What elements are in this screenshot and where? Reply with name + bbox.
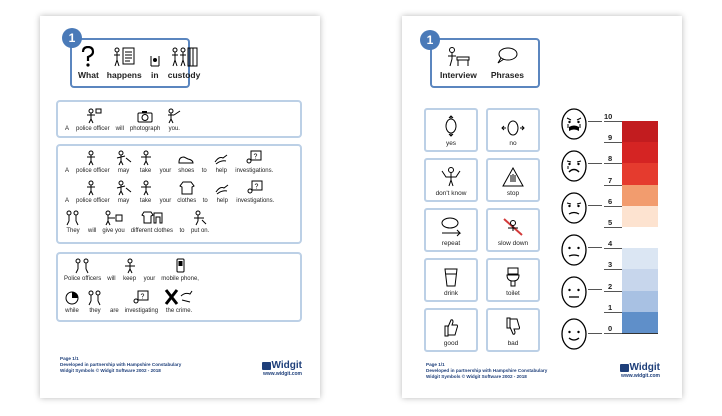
section-badge: 1 (420, 30, 440, 50)
symbol-police-officer: police officer (76, 180, 110, 204)
title-box (70, 38, 201, 88)
symbol-will: will (115, 126, 124, 132)
leader-line (588, 163, 602, 164)
thumbs-up-icon (442, 317, 460, 337)
scale-tick (604, 185, 622, 186)
interview-symbol: Interview (440, 46, 477, 80)
no-icon (500, 119, 526, 137)
scale-band (622, 269, 658, 290)
scale-number: 2 (608, 281, 613, 291)
face-mild-icon (560, 276, 588, 308)
in-symbol: in (150, 46, 160, 80)
scale-number: 4 (608, 239, 613, 249)
phrase-yes[interactable]: yes (424, 108, 478, 152)
symbol-mobile-phone: mobile phone, (161, 258, 199, 282)
symbol-photograph: photograph (130, 108, 160, 132)
scale-band (622, 312, 658, 333)
custody-symbol: custody (168, 46, 201, 80)
dont-know-icon (439, 167, 463, 187)
face-no-pain-icon (560, 318, 588, 350)
symbol-to: to (201, 168, 207, 174)
scale-tick (604, 333, 622, 334)
face-bad-icon (560, 192, 588, 224)
scale-tick (604, 312, 622, 313)
symbol-a: A (64, 168, 69, 174)
scale-band (622, 248, 658, 269)
symbol-investigations: ? investigations. (236, 180, 274, 204)
face-worst-icon (560, 108, 588, 140)
phrase-drink[interactable]: drink (424, 258, 478, 302)
title-symbols (78, 46, 208, 80)
scale-tick (604, 291, 622, 292)
scale-number: 10 (604, 112, 613, 121)
symbol-to: to (179, 228, 185, 234)
symbol-take: take (138, 180, 154, 204)
widgit-square-icon (262, 362, 271, 370)
symbol-may: may (116, 150, 132, 174)
phrase-good[interactable]: good (424, 308, 478, 352)
scale-number: 5 (608, 218, 613, 227)
scale-number: 9 (608, 133, 613, 143)
symbol-may: may (116, 180, 132, 204)
symbol-police-officer: police officer (76, 108, 110, 132)
symbol-will: will (88, 228, 97, 234)
symbol-put-on: put on. (191, 210, 209, 234)
symbol-different-clothes: different clothes (131, 210, 173, 234)
symbol-help: help (214, 180, 230, 204)
phone-box (56, 252, 302, 322)
symbol-your: your (159, 168, 172, 174)
symbol-they: they (86, 288, 104, 314)
scale-band (622, 291, 658, 312)
scale-number: 1 (608, 302, 613, 312)
symbol-give-you: give you (102, 210, 124, 234)
scale-band (622, 227, 658, 248)
phrase-stop[interactable]: stop (486, 158, 540, 202)
phrase-bad[interactable]: bad (486, 308, 540, 352)
phrase-slow-down[interactable]: slow down (486, 208, 540, 252)
scale-number: 3 (608, 260, 613, 270)
symbol-row (64, 150, 279, 174)
symbol-take: take (138, 150, 154, 174)
section-badge: 1 (62, 28, 82, 48)
thumbs-down-icon (504, 317, 522, 337)
scale-tick (604, 227, 622, 228)
widgit-url[interactable]: www.widgit.com (621, 373, 660, 379)
yes-icon (444, 115, 458, 137)
face-moderate-icon (560, 234, 588, 266)
symbol-row (64, 180, 280, 204)
symbol-police-officers: Police officers (64, 258, 101, 282)
scale-band (622, 163, 658, 184)
symbol-shoes: shoes (177, 150, 195, 174)
widgit-square-icon (620, 364, 629, 372)
slow-down-icon (502, 217, 524, 237)
symbol-will: will (107, 276, 116, 282)
svg-text:?: ? (140, 293, 145, 301)
scale-gridline (622, 333, 658, 334)
symbol-row (64, 108, 188, 132)
phrases-symbol: Phrases (491, 46, 524, 80)
symbol-row (64, 258, 205, 282)
phrase-no[interactable]: no (486, 108, 540, 152)
scale-number: 7 (608, 175, 613, 185)
scale-band (622, 206, 658, 227)
symbol-row (64, 210, 215, 234)
symbol-you: you. (166, 108, 182, 132)
symbol-they: They (64, 210, 82, 234)
widgit-logo[interactable]: Widgit www.widgit.com (240, 360, 302, 377)
symbol-to: to (202, 198, 208, 204)
leader-line (588, 333, 602, 334)
interview-phrases-page (402, 16, 682, 398)
phrase-dont-know[interactable]: don't know (424, 158, 478, 202)
symbol-clothes: clothes (177, 180, 196, 204)
scale-tick (604, 121, 622, 122)
phrase-repeat[interactable]: repeat (424, 208, 478, 252)
scale-tick (604, 269, 622, 270)
svg-text:?: ? (253, 153, 258, 161)
scale-tick (604, 163, 622, 164)
symbol-a: A (64, 126, 69, 132)
leader-line (588, 205, 602, 206)
scale-number: 0 (608, 324, 613, 333)
symbol-row (64, 288, 200, 314)
phrase-toilet[interactable]: toilet (486, 258, 540, 302)
symbol-the-crime: the crime. (164, 288, 194, 314)
repeat-icon (438, 217, 464, 237)
scale-tick (604, 142, 622, 143)
custody-page (40, 16, 320, 398)
scale-number: 6 (608, 196, 613, 206)
photograph-box (56, 100, 302, 138)
symbol-a: A (64, 198, 69, 204)
drink-icon (443, 267, 459, 287)
symbol-police-officer: police officer (76, 150, 110, 174)
svg-text:?: ? (254, 183, 259, 191)
scale-number: 8 (608, 154, 613, 164)
title-box (430, 38, 540, 88)
scale-band (622, 121, 658, 142)
symbol-your: your (143, 276, 156, 282)
page-footer: Page 1/1 Developed in partnership with Hampshire Constabulary Widgit Symbols © Widgit Software 2002 - 2018 (426, 362, 548, 379)
page-footer: Page 1/1 Developed in partnership with Hampshire Constabulary Widgit Symbols © Widgit Software 2002 - 2018 (60, 356, 182, 373)
question-symbol: What (78, 46, 99, 80)
widgit-logo[interactable]: Widgit www.widgit.com (598, 362, 660, 379)
scale-tick (604, 248, 622, 249)
widgit-url[interactable]: www.widgit.com (263, 371, 302, 377)
symbol-investigations: ? investigations. (235, 150, 273, 174)
scale-band (622, 185, 658, 206)
toilet-icon (505, 267, 521, 287)
happens-symbol: happens (107, 46, 142, 80)
scale-tick (604, 206, 622, 207)
symbol-investigating: ? investigating (125, 288, 158, 314)
symbol-help: help (213, 150, 229, 174)
face-severe-icon (560, 150, 588, 182)
clothes-box (56, 144, 302, 244)
symbol-while: while (64, 288, 80, 314)
leader-line (588, 247, 602, 248)
symbol-keep: keep (122, 258, 138, 282)
leader-line (588, 289, 602, 290)
leader-line (588, 121, 602, 122)
symbol-are: are (110, 308, 119, 314)
title-symbols (440, 46, 532, 80)
scale-band (622, 142, 658, 163)
symbol-your: your (159, 198, 172, 204)
stop-icon (502, 167, 524, 187)
